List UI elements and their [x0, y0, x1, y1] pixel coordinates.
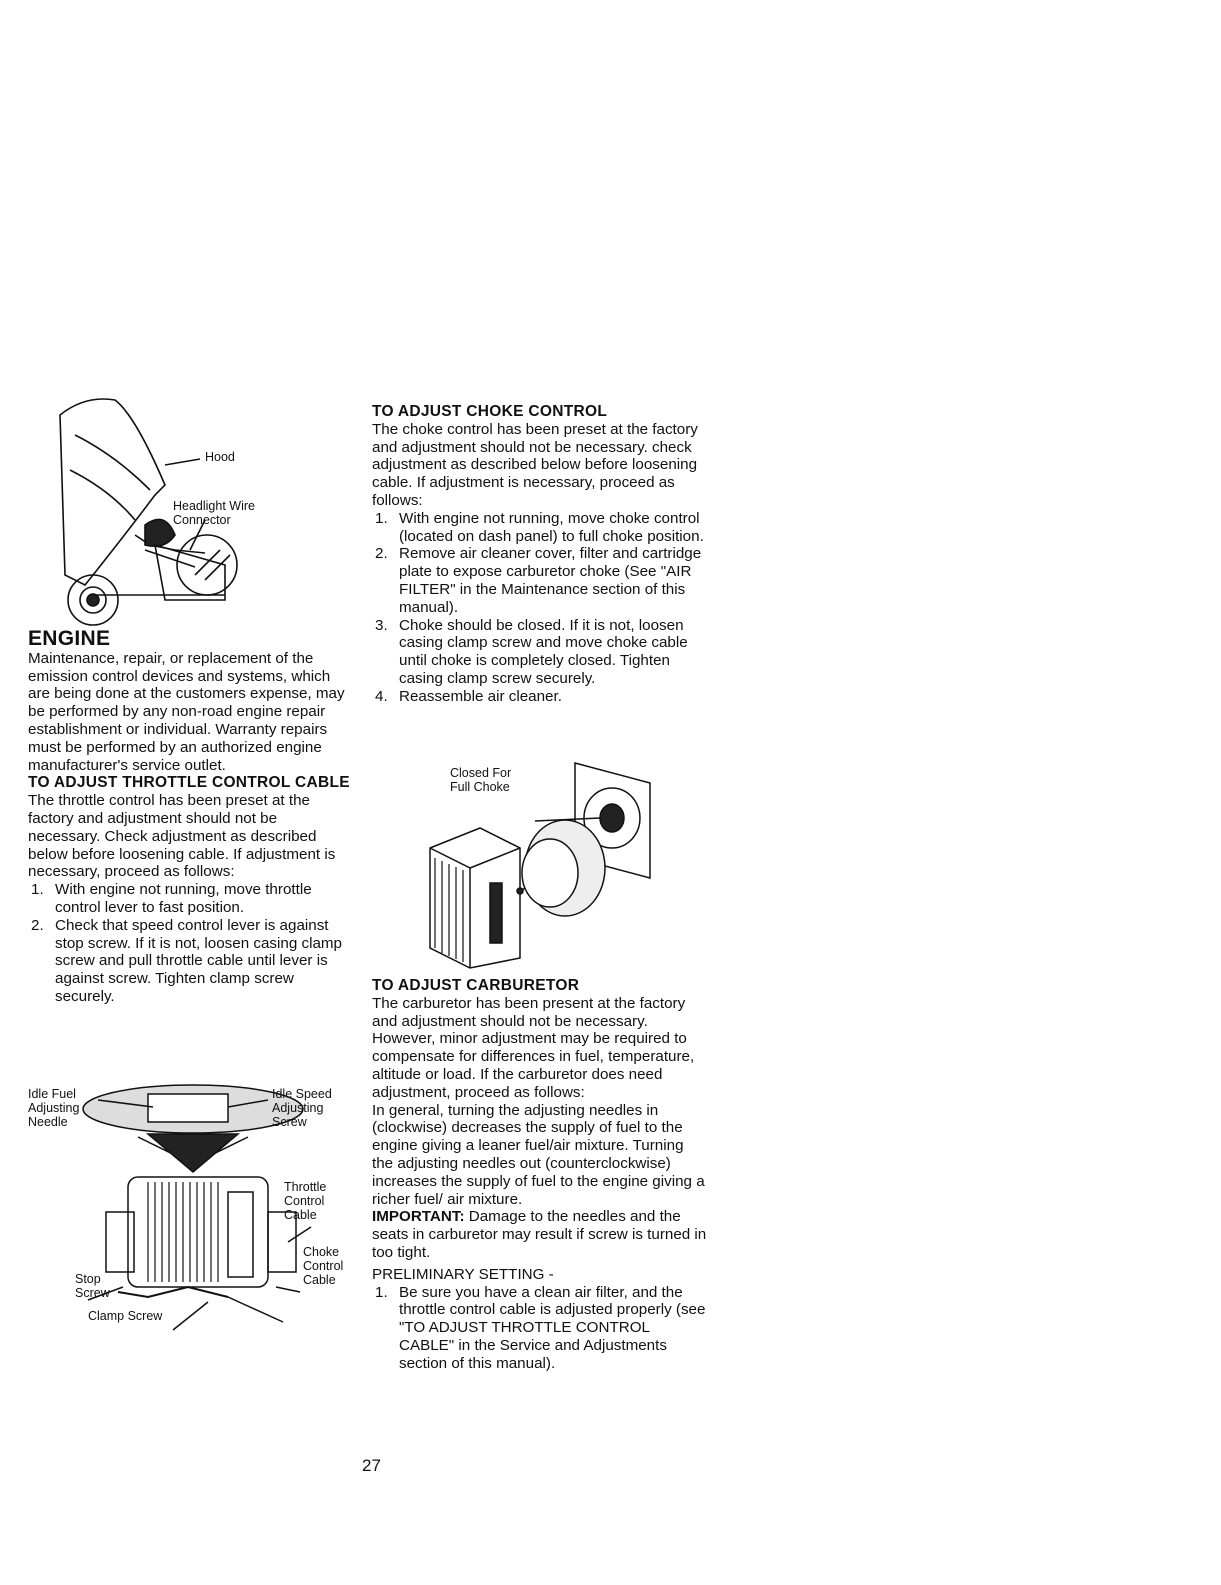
right-column-bottom: [372, 977, 707, 1373]
throttle-body: The throttle control has been preset at the factory and adjustment should not be necessary. Check adjustment as described below before loosening cable. If adjustment is necessary, proceed as follows:: [28, 792, 336, 881]
hood-label: Hood: [205, 450, 235, 464]
clamp-screw-label: Clamp Screw: [88, 1309, 163, 1323]
preliminary-setting-heading: PRELIMINARY SETTING -: [372, 1265, 554, 1283]
stop-screw-label: Stop Screw: [75, 1272, 110, 1300]
engine-body: Maintenance, repair, or replacement of the emission control devices and systems, which are being done at the customers expense, may be performed by any non-road engine repair establishment or individual. Warranty repairs must be performed by an authorized engine manufacturer's service outlet.: [28, 649, 345, 774]
list-item: 2. Check that speed control lever is against stop screw. If it is not, loosen casing clamp screw and pull throttle cable until lever is against screw. Tighten clamp screw securely.: [31, 916, 343, 1005]
throttle-heading: TO ADJUST THROTTLE CONTROL CABLE: [28, 774, 350, 792]
carburetor-body-1: The carburetor has been present at the factory and adjustment should not be necessary. However, minor adjustment may be required to compensate for differences in fuel, temperature, altitude or load. If the carburetor does need adjustment, proceed as follows:: [372, 994, 695, 1101]
list-item: 1. With engine not running, move throttle control lever to fast position.: [31, 881, 312, 916]
page-number: 27: [362, 1456, 381, 1475]
headlight-wire-connector-label: Headlight Wire Connector: [173, 499, 255, 527]
carburetor-body-2: In general, turning the adjusting needles in (clockwise) decreases the supply of fuel to the engine giving a leaner fuel/air mixture. Turning the adjusting needles out (counterclockwise) increases the supply of fuel to the engine giving a richer fuel/ air mixture.: [372, 1101, 705, 1208]
list-item: 3. Choke should be closed. If it is not, loosen casing clamp screw and move choke cable until choke is completely closed. Tighten casing clamp screw securely.: [375, 616, 688, 687]
carburetor-steps: [372, 1284, 707, 1373]
left-column: [28, 627, 350, 1006]
choke-cable-label: Choke Control Cable: [303, 1245, 344, 1287]
engine-heading: ENGINE: [28, 627, 111, 650]
engine-figure: [28, 1082, 363, 1332]
list-item: 4. Reassemble air cleaner.: [375, 687, 562, 705]
idle-speed-label: Idle Speed Adjusting Screw: [272, 1087, 332, 1129]
list-item: 2. Remove air cleaner cover, filter and cartridge plate to expose carburetor choke (See "AIR FILTER" in the Maintenance section of this manual).: [375, 545, 702, 616]
choke-heading: TO ADJUST CHOKE CONTROL: [372, 403, 608, 420]
choke-body: The choke control has been preset at the factory and adjustment should not be necessary. check adjustment as described below before loosening cable. If adjustment is necessary, proceed as follows:: [372, 420, 698, 509]
idle-fuel-label: Idle Fuel Adjusting Needle: [28, 1087, 80, 1129]
important-text: Damage to the needles and the seats in carburetor may result if screw is turned in too tight.: [372, 1208, 707, 1261]
throttle-cable-label: Throttle Control Cable: [284, 1180, 327, 1222]
list-item: 1. Be sure you have a clean air filter, and the throttle control cable is adjusted properly (see "TO ADJUST THROTTLE CONTROL CABLE" in the Service and Adjustments section of this manual).: [375, 1283, 706, 1372]
list-item: 1. With engine not running, move choke control (located on dash panel) to full choke position.: [375, 509, 704, 545]
carburetor-heading: TO ADJUST CARBURETOR: [372, 977, 580, 994]
important-label: IMPORTANT:: [372, 1208, 465, 1226]
hood-figure: [55, 395, 315, 635]
choke-steps: [372, 510, 707, 706]
right-column-top: [372, 403, 707, 706]
choke-figure: [420, 758, 670, 973]
closed-for-full-choke-label: Closed For Full Choke: [450, 766, 512, 794]
important-note: [372, 1208, 707, 1261]
throttle-steps: [28, 881, 350, 1006]
